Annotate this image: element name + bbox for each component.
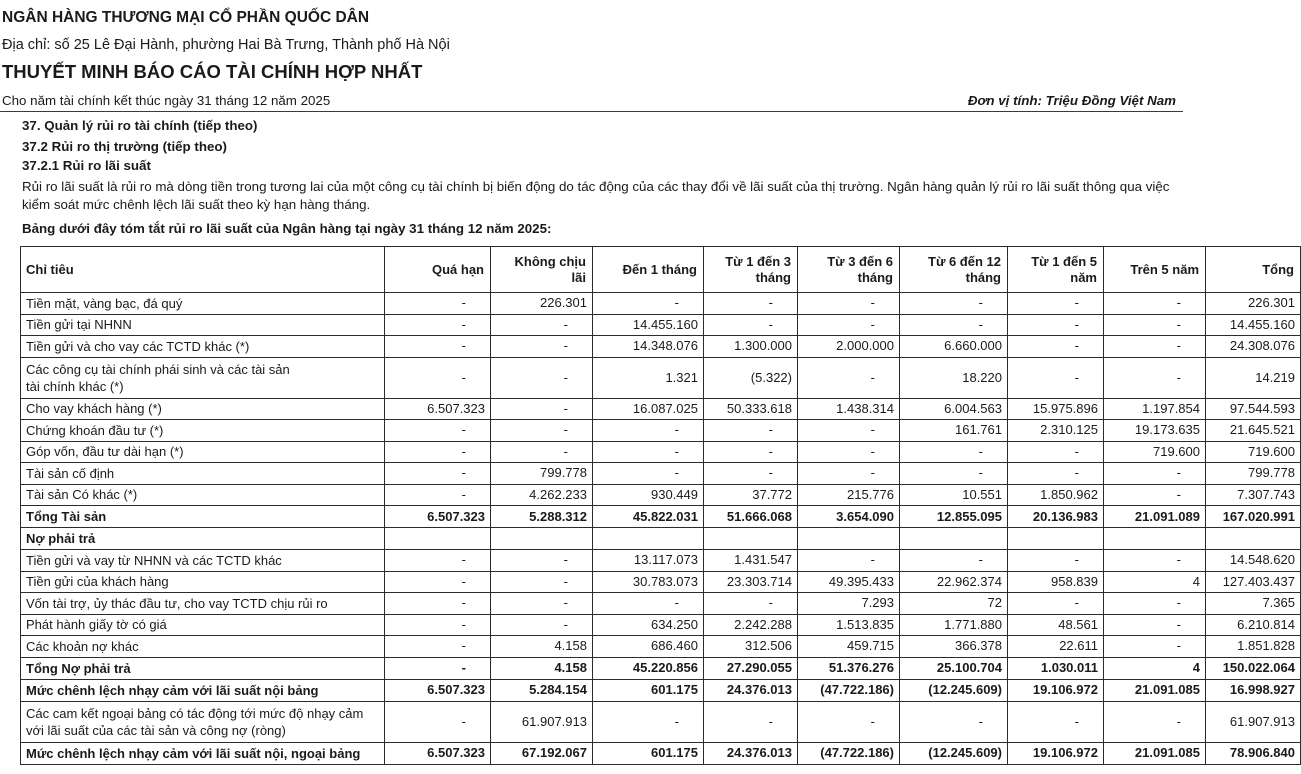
- cell-3-to-6-months: [798, 528, 900, 550]
- cell-3-to-6-months: 51.376.276: [798, 657, 900, 679]
- cell-non-interest-bearing: 5.288.312: [491, 506, 593, 528]
- cell-1-to-5-years: 19.106.972: [1008, 742, 1104, 764]
- cell-over-5-years: -: [1104, 614, 1206, 636]
- cell-over-5-years: -: [1104, 701, 1206, 742]
- cell-non-interest-bearing: 67.192.067: [491, 742, 593, 764]
- cell-6-to-12-months: 12.855.095: [900, 506, 1008, 528]
- cell-non-interest-bearing: -: [491, 593, 593, 615]
- cell-1-to-5-years: 1.030.011: [1008, 657, 1104, 679]
- cell-1-to-3-months: -: [704, 463, 798, 485]
- row-label: Tiền mặt, vàng bạc, đá quý: [21, 293, 385, 315]
- table-row: [21, 314, 1301, 336]
- row-label: Chứng khoán đầu tư (*): [21, 420, 385, 442]
- cell-non-interest-bearing: 4.262.233: [491, 484, 593, 506]
- cell-3-to-6-months: (47.722.186): [798, 742, 900, 764]
- cell-1-to-3-months: 24.376.013: [704, 742, 798, 764]
- cell-1-to-3-months: 37.772: [704, 484, 798, 506]
- cell-1-to-5-years: 48.561: [1008, 614, 1104, 636]
- intro-paragraph: [22, 178, 1169, 214]
- cell-over-5-years: 719.600: [1104, 441, 1206, 463]
- cell-overdue: -: [385, 357, 491, 398]
- cell-1-to-5-years: 20.136.983: [1008, 506, 1104, 528]
- cell-up-to-1-month: 601.175: [593, 679, 704, 701]
- cell-1-to-5-years: -: [1008, 314, 1104, 336]
- cell-overdue: -: [385, 336, 491, 358]
- summary-row: [21, 679, 1301, 701]
- cell-non-interest-bearing: -: [491, 357, 593, 398]
- cell-over-5-years: 4: [1104, 571, 1206, 593]
- column-header-non-interest-bearing: Không chịu lãi: [491, 247, 593, 293]
- row-label: Tiền gửi và vay từ NHNN và các TCTD khác: [21, 550, 385, 572]
- cell-up-to-1-month: -: [593, 701, 704, 742]
- cell-total: 226.301: [1206, 293, 1301, 315]
- cell-non-interest-bearing: 4.158: [491, 636, 593, 658]
- cell-total: 14.455.160: [1206, 314, 1301, 336]
- cell-6-to-12-months: 25.100.704: [900, 657, 1008, 679]
- table-caption: Bảng dưới đây tóm tắt rủi ro lãi suất của Ngân hàng tại ngày 31 tháng 12 năm 2025:: [22, 221, 552, 236]
- cell-6-to-12-months: 6.004.563: [900, 398, 1008, 420]
- cell-1-to-5-years: 15.975.896: [1008, 398, 1104, 420]
- cell-overdue: -: [385, 614, 491, 636]
- row-label: Tiền gửi tại NHNN: [21, 314, 385, 336]
- cell-3-to-6-months: 7.293: [798, 593, 900, 615]
- cell-over-5-years: 19.173.635: [1104, 420, 1206, 442]
- row-label: Các công cụ tài chính phái sinh và các tài sản tài chính khác (*): [21, 357, 385, 398]
- row-label: Tài sản cố định: [21, 463, 385, 485]
- cell-3-to-6-months: -: [798, 357, 900, 398]
- cell-overdue: -: [385, 484, 491, 506]
- cell-up-to-1-month: -: [593, 293, 704, 315]
- cell-up-to-1-month: 634.250: [593, 614, 704, 636]
- cell-overdue: -: [385, 593, 491, 615]
- cell-over-5-years: -: [1104, 357, 1206, 398]
- cell-overdue: 6.507.323: [385, 742, 491, 764]
- cell-6-to-12-months: [900, 528, 1008, 550]
- cell-1-to-3-months: [704, 528, 798, 550]
- table-row: [21, 463, 1301, 485]
- cell-non-interest-bearing: 61.907.913: [491, 701, 593, 742]
- table-row: [21, 420, 1301, 442]
- cell-up-to-1-month: -: [593, 593, 704, 615]
- cell-over-5-years: -: [1104, 636, 1206, 658]
- header-divider: [0, 111, 1183, 112]
- row-label: Tiền gửi của khách hàng: [21, 571, 385, 593]
- cell-1-to-3-months: -: [704, 314, 798, 336]
- cell-1-to-5-years: -: [1008, 441, 1104, 463]
- cell-total: 78.906.840: [1206, 742, 1301, 764]
- cell-1-to-3-months: 1.431.547: [704, 550, 798, 572]
- table-row: [21, 593, 1301, 615]
- cell-total: 167.020.991: [1206, 506, 1301, 528]
- cell-1-to-3-months: 50.333.618: [704, 398, 798, 420]
- cell-non-interest-bearing: -: [491, 336, 593, 358]
- table-row: [21, 441, 1301, 463]
- cell-6-to-12-months: 161.761: [900, 420, 1008, 442]
- cell-total: 1.851.828: [1206, 636, 1301, 658]
- sub-subsection-heading: 37.2.1 Rủi ro lãi suất: [22, 158, 151, 173]
- cell-6-to-12-months: -: [900, 441, 1008, 463]
- paragraph-line: kiểm soát mức chênh lệch lãi suất theo kỳ hạn hàng tháng.: [22, 197, 371, 212]
- cell-non-interest-bearing: 799.778: [491, 463, 593, 485]
- cell-3-to-6-months: 3.654.090: [798, 506, 900, 528]
- cell-total: 719.600: [1206, 441, 1301, 463]
- cell-1-to-3-months: 2.242.288: [704, 614, 798, 636]
- cell-non-interest-bearing: -: [491, 550, 593, 572]
- row-label: Phát hành giấy tờ có giá: [21, 614, 385, 636]
- table-head: [21, 247, 1301, 293]
- table-header-row: [21, 247, 1301, 293]
- table-row: [21, 701, 1301, 742]
- cell-up-to-1-month: 45.220.856: [593, 657, 704, 679]
- cell-total: 14.548.620: [1206, 550, 1301, 572]
- cell-over-5-years: 21.091.085: [1104, 679, 1206, 701]
- cell-over-5-years: -: [1104, 336, 1206, 358]
- cell-overdue: 6.507.323: [385, 506, 491, 528]
- cell-6-to-12-months: 72: [900, 593, 1008, 615]
- cell-non-interest-bearing: -: [491, 571, 593, 593]
- cell-3-to-6-months: 2.000.000: [798, 336, 900, 358]
- cell-non-interest-bearing: -: [491, 441, 593, 463]
- table-row: [21, 398, 1301, 420]
- cell-up-to-1-month: 14.348.076: [593, 336, 704, 358]
- row-label: Mức chênh lệch nhạy cảm với lãi suất nội, ngoại bảng: [21, 742, 385, 764]
- cell-6-to-12-months: -: [900, 550, 1008, 572]
- cell-1-to-3-months: -: [704, 293, 798, 315]
- cell-3-to-6-months: -: [798, 420, 900, 442]
- cell-over-5-years: -: [1104, 463, 1206, 485]
- cell-overdue: -: [385, 657, 491, 679]
- row-label: Mức chênh lệch nhạy cảm với lãi suất nội bảng: [21, 679, 385, 701]
- cell-overdue: -: [385, 420, 491, 442]
- summary-row: [21, 506, 1301, 528]
- table-body: [21, 293, 1301, 765]
- cell-over-5-years: 21.091.085: [1104, 742, 1206, 764]
- cell-up-to-1-month: 45.822.031: [593, 506, 704, 528]
- cell-over-5-years: -: [1104, 484, 1206, 506]
- cell-non-interest-bearing: -: [491, 398, 593, 420]
- row-label: Góp vốn, đầu tư dài hạn (*): [21, 441, 385, 463]
- cell-3-to-6-months: 1.438.314: [798, 398, 900, 420]
- cell-over-5-years: -: [1104, 593, 1206, 615]
- row-label: Vốn tài trợ, ủy thác đầu tư, cho vay TCTD chịu rủi ro: [21, 593, 385, 615]
- cell-1-to-3-months: (5.322): [704, 357, 798, 398]
- cell-total: 6.210.814: [1206, 614, 1301, 636]
- cell-1-to-3-months: 24.376.013: [704, 679, 798, 701]
- cell-6-to-12-months: 6.660.000: [900, 336, 1008, 358]
- cell-non-interest-bearing: [491, 528, 593, 550]
- row-label: Nợ phải trả: [21, 528, 385, 550]
- cell-3-to-6-months: -: [798, 701, 900, 742]
- column-header-up-to-1-month: Đến 1 tháng: [593, 247, 704, 293]
- cell-3-to-6-months: 215.776: [798, 484, 900, 506]
- cell-up-to-1-month: 14.455.160: [593, 314, 704, 336]
- cell-overdue: -: [385, 636, 491, 658]
- cell-1-to-3-months: 1.300.000: [704, 336, 798, 358]
- report-title: THUYẾT MINH BÁO CÁO TÀI CHÍNH HỢP NHẤT: [2, 61, 423, 82]
- cell-total: 97.544.593: [1206, 398, 1301, 420]
- cell-1-to-3-months: -: [704, 420, 798, 442]
- cell-up-to-1-month: 30.783.073: [593, 571, 704, 593]
- cell-over-5-years: 4: [1104, 657, 1206, 679]
- cell-1-to-3-months: 23.303.714: [704, 571, 798, 593]
- cell-up-to-1-month: 686.460: [593, 636, 704, 658]
- row-label: Tổng Tài sản: [21, 506, 385, 528]
- cell-overdue: -: [385, 441, 491, 463]
- cell-6-to-12-months: 1.771.880: [900, 614, 1008, 636]
- cell-1-to-5-years: -: [1008, 550, 1104, 572]
- column-header-label: Chỉ tiêu: [21, 247, 385, 293]
- cell-1-to-3-months: 27.290.055: [704, 657, 798, 679]
- cell-up-to-1-month: 13.117.073: [593, 550, 704, 572]
- cell-up-to-1-month: -: [593, 441, 704, 463]
- cell-non-interest-bearing: 226.301: [491, 293, 593, 315]
- cell-6-to-12-months: (12.245.609): [900, 679, 1008, 701]
- cell-non-interest-bearing: -: [491, 314, 593, 336]
- cell-1-to-5-years: [1008, 528, 1104, 550]
- cell-3-to-6-months: 49.395.433: [798, 571, 900, 593]
- cell-total: 7.365: [1206, 593, 1301, 615]
- cell-1-to-3-months: -: [704, 593, 798, 615]
- row-label: Các khoản nợ khác: [21, 636, 385, 658]
- cell-overdue: -: [385, 571, 491, 593]
- cell-1-to-5-years: -: [1008, 357, 1104, 398]
- cell-6-to-12-months: 366.378: [900, 636, 1008, 658]
- summary-row: [21, 657, 1301, 679]
- row-label: Cho vay khách hàng (*): [21, 398, 385, 420]
- cell-up-to-1-month: 930.449: [593, 484, 704, 506]
- column-header-over-5-years: Trên 5 năm: [1104, 247, 1206, 293]
- row-label: Các cam kết ngoại bảng có tác động tới mức độ nhạy cảm với lãi suất của các tài sản và công nợ (ròng): [21, 701, 385, 742]
- cell-total: 7.307.743: [1206, 484, 1301, 506]
- cell-overdue: -: [385, 701, 491, 742]
- cell-total: 61.907.913: [1206, 701, 1301, 742]
- cell-6-to-12-months: 22.962.374: [900, 571, 1008, 593]
- row-label: Tiền gửi và cho vay các TCTD khác (*): [21, 336, 385, 358]
- cell-total: 16.998.927: [1206, 679, 1301, 701]
- row-label: Tổng Nợ phải trả: [21, 657, 385, 679]
- cell-up-to-1-month: [593, 528, 704, 550]
- cell-total: [1206, 528, 1301, 550]
- cell-up-to-1-month: 16.087.025: [593, 398, 704, 420]
- cell-over-5-years: [1104, 528, 1206, 550]
- cell-overdue: -: [385, 293, 491, 315]
- cell-over-5-years: 21.091.089: [1104, 506, 1206, 528]
- cell-1-to-5-years: 19.106.972: [1008, 679, 1104, 701]
- cell-over-5-years: -: [1104, 550, 1206, 572]
- cell-3-to-6-months: 459.715: [798, 636, 900, 658]
- cell-1-to-5-years: 22.611: [1008, 636, 1104, 658]
- reporting-period: Cho năm tài chính kết thúc ngày 31 tháng 12 năm 2025: [2, 93, 331, 108]
- column-header-3-to-6-months: Từ 3 đến 6 tháng: [798, 247, 900, 293]
- cell-overdue: -: [385, 463, 491, 485]
- cell-3-to-6-months: 1.513.835: [798, 614, 900, 636]
- cell-6-to-12-months: -: [900, 701, 1008, 742]
- paragraph-line: Rủi ro lãi suất là rủi ro mà dòng tiền trong tương lai của một công cụ tài chính bị biến động do tác động của các thay đổi về lãi suất của thị trường. Ngân hàng quản lý rủi ro lãi suất thông qua việc: [22, 179, 1170, 194]
- cell-total: 127.403.437: [1206, 571, 1301, 593]
- cell-3-to-6-months: -: [798, 314, 900, 336]
- cell-non-interest-bearing: 5.284.154: [491, 679, 593, 701]
- cell-3-to-6-months: -: [798, 293, 900, 315]
- cell-total: 150.022.064: [1206, 657, 1301, 679]
- cell-3-to-6-months: -: [798, 441, 900, 463]
- row-label: Tài sản Có khác (*): [21, 484, 385, 506]
- cell-1-to-3-months: -: [704, 701, 798, 742]
- table-row: [21, 293, 1301, 315]
- cell-6-to-12-months: -: [900, 314, 1008, 336]
- section-heading: 37. Quản lý rủi ro tài chính (tiếp theo): [22, 118, 258, 133]
- cell-over-5-years: -: [1104, 314, 1206, 336]
- cell-6-to-12-months: -: [900, 463, 1008, 485]
- interest-rate-risk-table: [20, 246, 1301, 765]
- table-row: [21, 484, 1301, 506]
- cell-6-to-12-months: (12.245.609): [900, 742, 1008, 764]
- cell-1-to-5-years: 958.839: [1008, 571, 1104, 593]
- cell-up-to-1-month: -: [593, 420, 704, 442]
- cell-1-to-5-years: -: [1008, 293, 1104, 315]
- cell-1-to-5-years: -: [1008, 463, 1104, 485]
- column-header-6-to-12-months: Từ 6 đến 12 tháng: [900, 247, 1008, 293]
- table-row: [21, 357, 1301, 398]
- cell-3-to-6-months: (47.722.186): [798, 679, 900, 701]
- cell-up-to-1-month: 601.175: [593, 742, 704, 764]
- cell-1-to-3-months: 312.506: [704, 636, 798, 658]
- cell-1-to-3-months: 51.666.068: [704, 506, 798, 528]
- cell-total: 21.645.521: [1206, 420, 1301, 442]
- cell-total: 14.219: [1206, 357, 1301, 398]
- column-header-total: Tổng: [1206, 247, 1301, 293]
- table-row: [21, 614, 1301, 636]
- cell-overdue: [385, 528, 491, 550]
- cell-1-to-5-years: -: [1008, 336, 1104, 358]
- column-header-1-to-3-months: Từ 1 đến 3 tháng: [704, 247, 798, 293]
- column-header-1-to-5-years: Từ 1 đến 5 năm: [1008, 247, 1104, 293]
- cell-1-to-5-years: 2.310.125: [1008, 420, 1104, 442]
- table-row: [21, 571, 1301, 593]
- cell-1-to-5-years: -: [1008, 593, 1104, 615]
- cell-1-to-3-months: -: [704, 441, 798, 463]
- bank-name: NGÂN HÀNG THƯƠNG MẠI CỔ PHẦN QUỐC DÂN: [2, 9, 370, 26]
- table-row: [21, 550, 1301, 572]
- column-header-overdue: Quá hạn: [385, 247, 491, 293]
- cell-non-interest-bearing: 4.158: [491, 657, 593, 679]
- cell-6-to-12-months: 10.551: [900, 484, 1008, 506]
- cell-3-to-6-months: -: [798, 550, 900, 572]
- summary-row: [21, 742, 1301, 764]
- cell-non-interest-bearing: -: [491, 614, 593, 636]
- cell-up-to-1-month: -: [593, 463, 704, 485]
- cell-6-to-12-months: 18.220: [900, 357, 1008, 398]
- cell-non-interest-bearing: -: [491, 420, 593, 442]
- cell-up-to-1-month: 1.321: [593, 357, 704, 398]
- cell-6-to-12-months: -: [900, 293, 1008, 315]
- table-row: [21, 636, 1301, 658]
- cell-overdue: 6.507.323: [385, 679, 491, 701]
- cell-overdue: 6.507.323: [385, 398, 491, 420]
- cell-overdue: -: [385, 314, 491, 336]
- cell-1-to-5-years: -: [1008, 701, 1104, 742]
- currency-unit: Đơn vị tính: Triệu Đồng Việt Nam: [967, 93, 1176, 108]
- subsection-heading: 37.2 Rủi ro thị trường (tiếp theo): [22, 139, 227, 154]
- cell-total: 24.308.076: [1206, 336, 1301, 358]
- cell-1-to-5-years: 1.850.962: [1008, 484, 1104, 506]
- cell-overdue: -: [385, 550, 491, 572]
- table-row: [21, 336, 1301, 358]
- cell-over-5-years: 1.197.854: [1104, 398, 1206, 420]
- bank-address: Địa chỉ: số 25 Lê Đại Hành, phường Hai Bà Trưng, Thành phố Hà Nội: [2, 37, 450, 53]
- summary-row: [21, 528, 1301, 550]
- cell-total: 799.778: [1206, 463, 1301, 485]
- cell-3-to-6-months: -: [798, 463, 900, 485]
- cell-over-5-years: -: [1104, 293, 1206, 315]
